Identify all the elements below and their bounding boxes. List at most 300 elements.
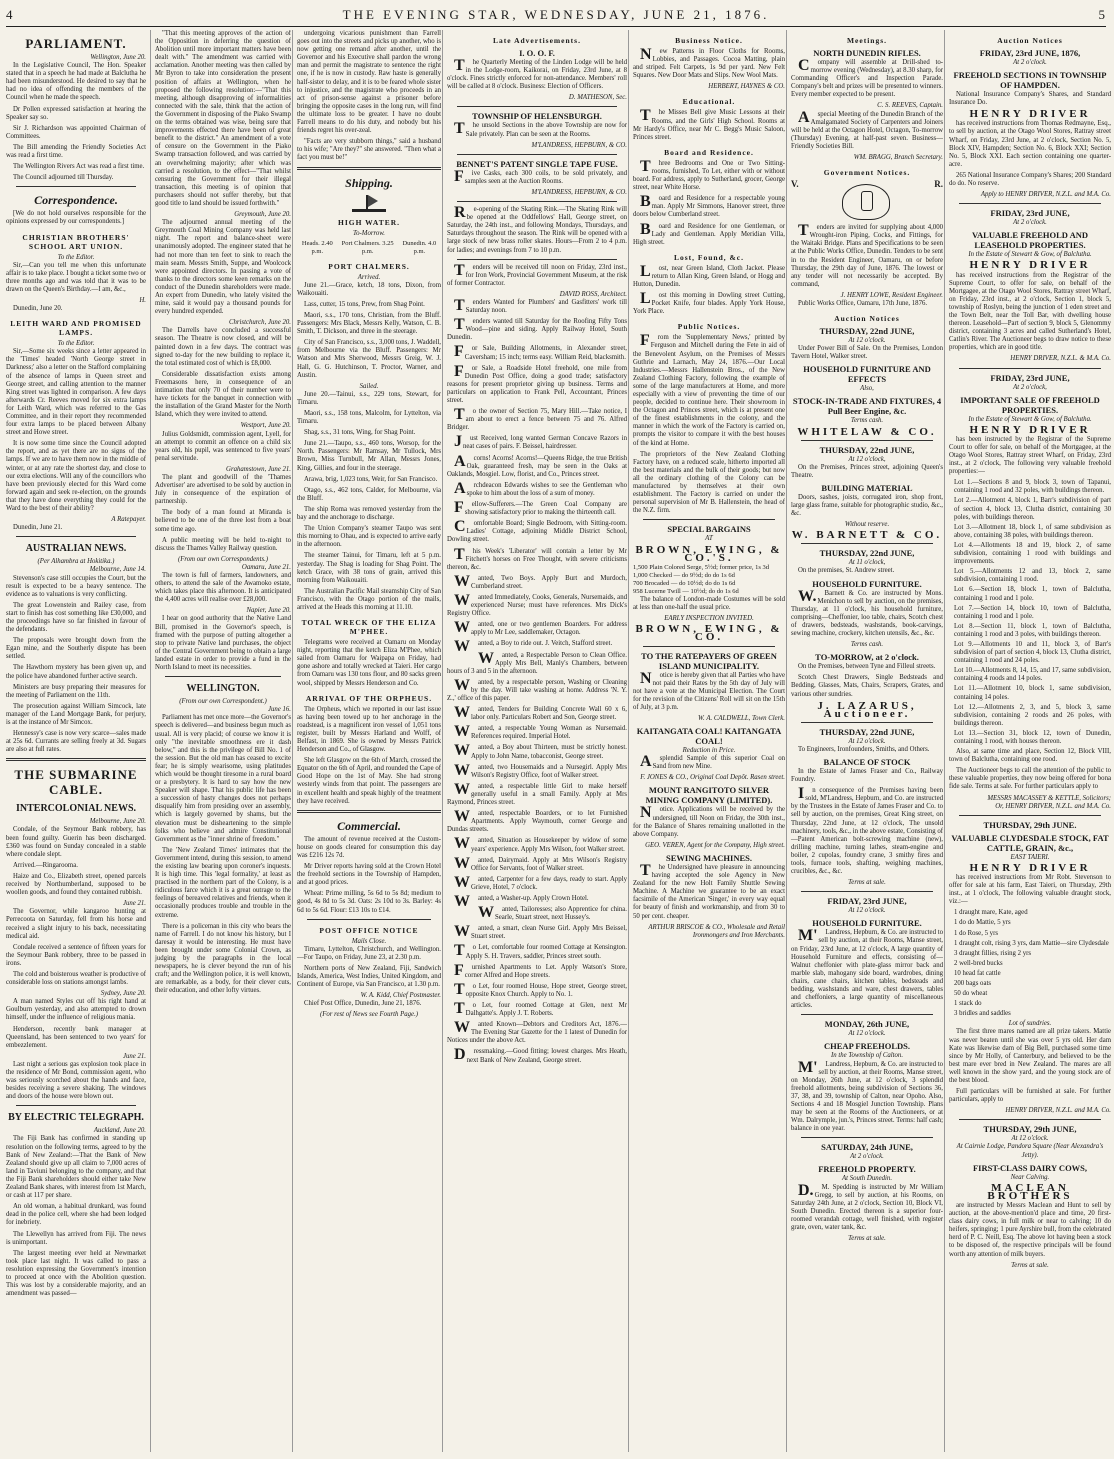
lot-list	[949, 479, 1111, 746]
paragraph: It is now some time since the Council adopted the report, and as yet there are no signs of the lamps. If we are to have them now in the middle of winter, or at any rate the shortest day, and close to our extra elections. Will any of the councillors who have been previously elected for this Ward come forward again and seek re-election, on the grounds that they have done everything they could for the Ward to the best of their ability?	[6, 440, 146, 513]
intercolonial-heading: INTERCOLONIAL NEWS.	[15, 803, 137, 815]
masthead	[6, 4, 1106, 27]
dateline: Chief Post Office, Dunedin, June 21, 1876.	[304, 1000, 422, 1008]
paragraph: The amount of revenue received at the Custom-house on goods cleared for consumption this day was £216 12s 7d.	[297, 835, 441, 859]
paragraph: Shag, s.s., 31 tons, Wing, for Shag Point.	[304, 429, 416, 437]
advertisement: Just Received, long wanted German Concave Razors in neat cases of pairs. F. Beissel, hairdresser.	[454, 433, 627, 451]
disclaimer: [We do not hold ourselves responsible for the opinions expressed by our correspondents.]	[6, 210, 146, 226]
divider	[297, 810, 441, 813]
late-advertisements-heading: Late Advertisements.	[493, 36, 581, 45]
subheading: (From our own Correspondent.)	[179, 698, 267, 706]
paragraph: Full particulars will be furnished at sale. For further particulars, apply to	[949, 1088, 1111, 1104]
paragraph: To Engineers, Ironfounders, Smiths, and Others.	[798, 745, 930, 753]
auction-date: MONDAY, 26th JUNE,	[824, 1019, 910, 1030]
paragraph: are instructed by Messrs Maclean and Hunt to sell by auction, at the above-mention'd place and time, 20 first-class dairy cows, in full milk or near to calving; 10 do heifers, springing; 1 pure Ayrshire bull, from the celebrated herd of P. C. Neill, Esq. The above lot having been a stock to be disposed of, the respective principals will be found worth any attention of milk buyers.	[949, 1201, 1111, 1258]
dateline: Westport, June 20.	[240, 422, 291, 430]
paragraph: Condale, of the Seymour Bank robbery, has been found guilty. Guerin has been discharged. £360 was found on Sunday concealed in a stable where condale slept.	[6, 826, 146, 858]
advertisement: Wanted, a Respectable Person to Clean Office. Apply Mrs Bell, Manly's Chambers, between hours of 3 and 5 in the afternoon.	[447, 649, 627, 675]
firm-name: HENRY DRIVER	[969, 861, 1091, 874]
paragraph: Northern ports of New Zealand, Fiji, Sandwich Islands, America, West Indies, United Kingdom, and Continent of Europe, via San Francisco, at 1.30 p.m.	[297, 964, 441, 989]
signature: Or, HENRY DRIVER, N.Z.L. and M.A. Co.	[995, 802, 1111, 810]
dateline: Dunedin, June 20.	[13, 305, 63, 313]
paragraph: The ship Roma was removed yesterday from the bay and the anchorage to discharge.	[297, 505, 441, 522]
advertisement: Wanted, a Boy to ride out. J. Veitch, Stafford street.	[454, 638, 613, 656]
divider	[165, 676, 281, 677]
advertisement: Wanted, a respectable Young Woman as Nursemaid. References required. Imperial Hotel.	[454, 723, 627, 741]
advertisement: The Undersigned have pleasure in announcing having accepted the sole Agency in New Zealand for the new Holt Family Shuttle Sewing Machine. A Machine we guarantee to be an exact facsimile of the American 'Singer,' in every way equal for beauty of finish and workmanship, and from 30 to 50 per cent. cheaper.	[633, 861, 785, 920]
auction-time: At 12 o'clock.	[848, 907, 886, 915]
paragraph: The Wellington Rivers Act was read a first time.	[13, 163, 145, 171]
ad-heading: FREEHOLD PROPERTY.	[818, 1164, 916, 1175]
divider	[457, 154, 617, 155]
paragraph: Last night a serious gas explosion took place in the residence of Mr Bond, commission agent, who was seriously scorched about the hands and face, besides receiving a severe shaking. The windows and doors of the house were blown out.	[6, 1060, 146, 1101]
australian-news-heading: AUSTRALIAN NEWS.	[25, 543, 127, 555]
advertisement: Tenders are invited for supplying about 4,000 Wrought-iron Piping, Cocks, and Fittings, for the Waitaki Bridge. Plans and Specifications to be seen at the Public Works Office, Dunedin. Tenders to be sent in to the Resident Engineer, Oamaru, on or before Thursday, the 29th day of June, 1876. The lowest or any tender will not necessarily be accepted. By command,	[791, 222, 943, 288]
paragraph: Arrived.—Ringarooma.	[13, 861, 78, 869]
column-2	[150, 30, 291, 1452]
list-item: Lot 13.—Section 31, block 12, town of Dunedin, containing 1 rood, with houses thereon.	[954, 729, 1111, 745]
advertisement: Wanted, Tailoresses; also Apprentice for china. Searle, Stuart street, next Hussey's.	[478, 904, 627, 922]
paragraph: On the premises, St. Andrew street.	[798, 567, 895, 575]
ad-heading: KAITANGATA COAL! KAITANGATA COAL!	[636, 726, 782, 747]
dateline: June 21.	[122, 900, 146, 908]
advertisement: Notice. Applications will be received by the undersigned, till Noon on Friday, the 30th inst., for the Balance of Shares remaining unallotted in the above Company.	[633, 804, 785, 838]
article-heading: LEITH WARD AND PROMISED LAMPS.	[10, 319, 142, 338]
continuation-note: (For rest of News see Fourth Page.)	[319, 1011, 419, 1019]
signature: MESSRS MACASSEY & KETTLE, Solicitors;	[987, 794, 1111, 802]
paragraph: An old woman, a habitual drunkard, was found dead in the police cell, where she had been lodged for inebriety.	[6, 1203, 146, 1227]
paragraph: Considerable dissatisfaction exists among Freemasons here, in consequence of an intimation that only 70 of their number were to have tickets for the banquet in connection with the installation of the Grand Master for the North Island, which they were invited to attend.	[155, 370, 291, 419]
educational-heading: Educational.	[682, 97, 736, 107]
paragraph: Condale received a sentence of fifteen years for the Seymour Bank robbery, three to be passed in irons.	[6, 943, 146, 967]
list-item: Lot 12.—Allotments 2, 3, and 5, block 3, same subdivision, containing 2 roods and 26 poles, with buildings thereon.	[954, 703, 1111, 727]
divider	[16, 186, 136, 187]
paragraph: has received instructions from the Registrar of the Supreme Court, to offer for sale, on behalf of the Mortgagee, at the Otago Wool Stores, Rattray street Wharf, on Friday, 23rd inst., at 2 o'clock, Section 1, block 5, township of Roslyn, being the junction of 1 eden street and the Town Belt, near the Toll Bar, with dwelling house thereon. Leasehold—Part of section 9, block 5, Glenommy district, containing 3 acres and called Sutherland's Hotel, Catlin's River. The Auctioneer begs to draw notice to these properties, which are in good title.	[949, 271, 1111, 352]
advertisement: In consequence of the Premises having been sold, M'Landress, Hepburn, and Co. are instructed by the Trustees in the Estate of James Fraser and Co. to sell by auction, on the premises, Great King street, on Thursday, 22nd June, at 12 o'clock, The unsold machinery, tools, &c., in the above estate, Consisting of—Patent American bolt-screwing machine (new), drilling machine, turning lathes, steam-engine and boiler, 2 cupolas, foundry crane, 3 smithy fires and tools, furnace tools, shafting, weighing machines, crucibles, &c., &c.	[791, 785, 943, 876]
post-office-heading: POST OFFICE NOTICE	[319, 925, 419, 935]
divider	[801, 440, 933, 441]
tide-port-chalmers: Port Chalmers. 3.25 p.m.	[341, 239, 394, 255]
ad-heading: HOUSEHOLD FURNITURE.	[812, 918, 922, 929]
advertisement: Wanted, a Boy about Thirteen, must be strictly honest. Apply to John Name, tobacconist, George street.	[454, 742, 627, 760]
signature: HENRY DRIVER, N.Z.L. and M.A. Co.	[1005, 1107, 1111, 1115]
column-6	[786, 30, 943, 1452]
dateline: Sydney, June 20.	[100, 990, 146, 998]
paragraph: On the Premises, between Tyne and Filleul streets.	[798, 663, 936, 671]
paragraph: The body of a man found at Miranda is believed to be one of the three lost from a boat some time ago.	[155, 509, 291, 533]
advertisement: The Quarterly Meeting of the Linden Lodge will be held in the Lodge-room, Kaikorai, on Friday, 23rd June, at 8 o'clock. Fines strictly enforced for non-attendance. Members' roll will be called at 8 o'clock. Business: Election of Officers.	[447, 57, 627, 91]
signature: HENRY DRIVER, N.Z.L. & M.A. Co.	[1010, 355, 1111, 363]
subheading: Lot of sundries.	[1008, 1020, 1052, 1028]
auction-time: At 2 o'clock,	[1013, 383, 1047, 391]
list-item: Lot 1.—Sections 8 and 9, block 3, town of Tapanui, containing 1 rood and 32 poles, with buildings thereon.	[954, 479, 1111, 495]
subheading: AT	[705, 535, 713, 543]
paragraph: The Australian Pacific Mail steamship City of San Francisco, with the Otago portion of the mails, arrived at the Heads this morning at 11.10.	[297, 587, 441, 611]
government-notices-heading: Government Notices.	[823, 168, 911, 178]
dateline: Grahamstown, June 21.	[226, 465, 291, 473]
dateline: Melbourne, June 20.	[89, 818, 146, 826]
advertisement: Lost, near Green Island, Cloth Jacket. Please return to Allan King, Green Island, or Hogg and Hutton, Dunedin.	[633, 262, 785, 288]
paragraph: Maori, s.s., 170 tons, Christian, from the Bluff. Passengers: Mrs Black, Messrs Kelly, Watson, C. B. Smith, T. Dickson, and three in the steerage.	[297, 311, 441, 336]
advertisement: Wanted, Carpenter for a few days, ready to start. Apply Grieve, Hotel, 7 o'clock.	[454, 873, 627, 891]
advertisement: To Let, four roomed Cottage at Glen, next Mr Dalhgatte's. Apply J. T. Roberts.	[454, 1000, 627, 1018]
paragraph: The Bill amending the Friendly Societies Act was read a first time.	[6, 143, 146, 160]
dateline: Auckland, June 20.	[93, 1127, 146, 1135]
auction-date: THURSDAY, 22nd JUNE,	[819, 326, 915, 337]
subheading: Sailed.	[359, 382, 379, 390]
signature: H.	[139, 296, 146, 304]
divider	[457, 201, 617, 202]
paragraph: The Llewellyn has arrived from Fiji. The news is unimportant.	[6, 1230, 146, 1246]
ad-heading: I. O. O. F.	[519, 48, 555, 58]
paragraph: Lass, cutter, 15 tons, Prew, from Shag Point.	[304, 300, 425, 308]
advertisement: Dressmaking.—Good fitting; lowest charges. Mrs Heath, next Bank of New Zealand, George street.	[454, 1046, 627, 1064]
paragraph: has received instructions from Mr Robt. Stevenson to offer for sale at his farm, East Taieri, on Thursday, 29th inst., at 1 o'clock, The following valuable draught stock, viz.:—	[949, 873, 1111, 906]
dateline: Public Works Office, Oamaru, 17th June, 1876.	[798, 299, 928, 307]
advertisement: Five Casks, each 300 coils, to be sold privately, and samples seen at the Auction Rooms.	[454, 167, 627, 185]
advertisement: Archdeacon Edwards wishes to see the Gentleman who spoke to him about the loss of a sum of money.	[454, 479, 627, 497]
advertisement: From the 'Supplementary News,' printed by Ferguson and Mitchell during the Fete in aid of the Benevolent Asylum, on the Premises of Messrs Guthrie and Larnach, May 24, 1876.—Our Local Industries.—Messrs Hallenstein Bros., of the New Zealand Clothing Factory, following the example of some of the large manufacturers at Home, and more especially with a view of preventing the time of our people, decided to continue here. Their showroom in the Octagon and Princes street, which is at present one of the finest establishments in the colony, and the manner in which the work of the Factory is carried on, prompts the visitor to compare it with the best houses of the kind at Home.	[633, 332, 785, 447]
wellington-heading: WELLINGTON.	[186, 683, 260, 695]
paragraph: Telegrams were received at Oamaru on Monday night, reporting that the ketch Eliza M'Phee, which sailed from Oamaru for Waipapa on Friday, had gone ashore and totally wrecked at Taieri. Her cargo from Oamaru was 130 tons flour, and 80 sacks green wool, shipped by Messrs Henderson and Co.	[297, 639, 441, 687]
advertisement: Wanted, Dairymaid. Apply at Mrs Wilson's Registry Office for Servants, foot of Walker street.	[454, 854, 627, 872]
list-item: 50 do wheat	[954, 990, 988, 998]
paragraph: Also, at same time and place, Section 12, Block VIII, town of Balclutha, containing one rood.	[949, 748, 1111, 764]
auction-date: SATURDAY, 24th JUNE,	[821, 1142, 913, 1153]
paragraph: Stevenson's case still occupies the Court, but the result is expected to be a heavy sentence. The evidence as to valuations is very conflicting.	[6, 574, 146, 598]
high-water-heading: HIGH WATER.	[338, 217, 400, 227]
divider	[801, 891, 933, 892]
paragraph: Sir J. Richardson was appointed Chairman of Committees.	[6, 124, 146, 140]
subheading: EARLY INSPECTION INVITED.	[664, 615, 754, 623]
paragraph: The great Lowenstein and Railey case, from start to finish has cost something like £30,000, and the proceedings have so far finished in favour of the defendants.	[6, 601, 146, 634]
board-residence-heading: Board and Residence.	[664, 147, 754, 157]
dateline: Greymouth, June 20.	[234, 211, 291, 219]
signature: C. S. REEVES, Captain.	[877, 102, 943, 110]
subheading: In the Township of Calton.	[830, 1052, 904, 1060]
paragraph: Doors, sashes, joists, corrugated iron, shop front, large glass frame, suitable for photographic studio, &c., &c.	[791, 493, 943, 518]
firm-name: BROWN, EWING, & CO.'S.	[635, 543, 783, 564]
paragraph: has been instructed by the Registrar of the Supreme Court to offer for sale, on behalf of the Mortgagee, at the Otago Wool Stores, Rattray street Wharf, on Friday, 23rd inst., at 2 o'clock, The following very valuable freehold properties:—	[949, 435, 1111, 476]
ad-heading: VALUABLE FREEHOLD AND LEASEHOLD PROPERTIES.	[971, 230, 1089, 251]
divider	[16, 1105, 136, 1106]
paragraph: Sir,—Some six weeks since a letter appeared in the 'Times' headed 'North George street in Darkness;' also a letter on the Stafford complaining of the absence of lamps in Queen street and George street, and calling attention to the manner King street was lighted in comparison. A few days afterwards Cr. Reeves moved for six extra lamps for Leith Ward, which was referred to the Gas Committee, and in their report they recommended four extra lamps to be placed between Albany street and Howe street.	[6, 348, 146, 437]
list-item: 1 do Rose, 5 yrs	[954, 929, 998, 937]
dateline: Oamaru, June 21.	[241, 563, 291, 571]
newspaper-title: THE EVENING STAR, WEDNESDAY, JUNE 21, 1876.	[342, 7, 770, 22]
divider	[457, 259, 617, 260]
auction-date: FRIDAY, 23rd JUNE,	[990, 372, 1070, 383]
list-item: Lot 11.—Allotment 10, block 1, same subdivision, containing 14 poles.	[954, 685, 1111, 701]
signature: DAVID ROSS, Architect.	[559, 290, 627, 298]
paragraph: The Auctioneer begs to call the attention of the public to these valuable properties, they now being offered for bona fide sale. Terms at sale. For further particulars apply to	[949, 767, 1111, 791]
paragraph: I hear on good authority that the Native Land Bill, promised in the Governor's speech, is framed with the purpose of putting altogether a stop to private Native land purchases, the object of the Central Government being to obtain a large landed estate in order to provide a fund in the North Island to meet its necessities.	[155, 615, 291, 672]
list-item: 2 well-bred bucks	[954, 959, 1003, 967]
paragraph: On the Premises, Princes street, adjoining Queen's Theatre.	[791, 463, 943, 479]
dateline: Wellington, June 20.	[90, 54, 146, 61]
advertisement: Board and Residence for one Gentleman, or Lady and Gentleman. Apply Meridian Villa, High street.	[633, 220, 785, 246]
paragraph: She left Glasgow on the 6th of March, crossed the Equator on the 6th of April, and rounded the Cape of Good Hope on the 1st of May. She had strong westerly winds from that point. The passengers are in excellent health and speak highly of the treatment they have received.	[297, 757, 441, 805]
advertisement: Three Bedrooms and One or Two Sitting-rooms, furnished, To Let, either with or without board. For address, apply to Sutherland, grocer, George street, near White Horse.	[633, 157, 785, 192]
advertisement: Wanted, by a respectable person, Washing or Cleaning by the day. Will take washing at home. Address 'N. Y. Z.,' office of this paper.	[447, 676, 627, 702]
advertisement: Wanted, Situation as Housekeeper by widow of some years' experience. Apply Mrs Wilson, foot Walker street.	[454, 835, 627, 853]
advertisement: For Sale, a Roadside Hotel freehold, one mile from Dunedin Post Office, doing a good trade; satisfactory reasons for present proprietor giving up business. Terms and particulars on application to Frank Pell, Accountant, Princes street.	[447, 362, 627, 404]
paragraph: Timaru, Lyttelton, Christchurch, and Wellington.—For Taupo, on Friday, June 23, at 2.30 p.m.	[297, 945, 441, 961]
auction-time: At 2 o'clock.	[1013, 59, 1047, 66]
paragraph: The Council adjourned till Thursday.	[13, 174, 114, 182]
ad-heading: NORTH DUNEDIN RIFLES.	[813, 48, 921, 58]
advertisement: Lost this morning in Dowling street Cutting, Pocket Knife, four blades. Apply York House, York Place.	[633, 290, 785, 316]
crown-crest-icon	[842, 184, 890, 220]
subheading: To the Editor.	[57, 253, 95, 261]
subheading: To-Morrow.	[352, 229, 386, 237]
ad-heading: FREEHOLD SECTIONS IN TOWNSHIP OF HAMPDEN.	[953, 70, 1107, 91]
auction-date: THURSDAY, 22nd JUNE,	[819, 444, 915, 455]
divider	[959, 1119, 1101, 1120]
auction-date: TO-MORROW, at 2 o'clock.	[815, 652, 919, 663]
paragraph: The Darrells have concluded a successful season. The Theatre is now closed, and will be painted down in a few days. The contract was signed to-day for the new building to replace it, the total estimated cost of which is £8,000.	[155, 327, 291, 367]
table-row: 1,000 Checked — do 9½d; do do 1s 6d	[633, 571, 735, 579]
paragraph: Under Power Bill of Sale. On the Premises, London Tavern Hotel, Walker street.	[791, 345, 943, 361]
page-number-right: 5	[1098, 7, 1106, 22]
terms: Terms at sale.	[1011, 1261, 1049, 1269]
ad-heading: STOCK-IN-TRADE AND FIXTURES, 4 Pull Beer Engine, &c.	[792, 396, 942, 417]
advertisement: Wanted, a smart, clean Nurse Girl. Apply Mrs Beissel, Stuart street.	[454, 923, 627, 941]
divider	[801, 722, 933, 723]
auction-time: At 12 o'clock,	[848, 455, 886, 463]
list-item: Lot 4.—Allotments 18 and 19, block 2, of same subdivision, containing 1 rood with buildings and improvements.	[954, 541, 1111, 566]
commercial-heading: Commercial.	[337, 818, 401, 833]
divider	[6, 758, 146, 761]
column-1	[6, 30, 146, 1452]
subheading: In the Estate of Stewart & Gow, of Balclutha.	[968, 415, 1092, 423]
paragraph: The adjourned annual meeting of the Greymouth Coal Mining Company was held last night. The report and balance-sheet were unanimously adopted. The engineer stated that he had not more than ten feet to sink to reach the main seam. Messrs Smith, Suppe, and Woolcock were appointed directors. In passing a vote of thanks to the directors some keen remarks on the conduct of the Dunedin shareholders were made. An expert from Dunedin, who lately visited the mine, said it would pay a thousand pounds for every hundred expended.	[155, 219, 291, 316]
paragraph: undergoing vicarious punishment than Farrell goes out into the streets and picks up another, who is now getting one remand after another, until the Governor and his Executive shall pardon the wrong man and permit the magistrate to sentence the right one, if he is now in custody. Raw haste is generally half-sister to delay, and it is to be feared whole sister to injustice, and the magistrate who proceeds in an act of prison-sense against a prisoner before bringing the opposite cases in the long run, will find the ultimate loss to be greater. I have no doubt Farrell means to do his duty, and nobody but his friends regret his over-zeal.	[297, 30, 441, 135]
advertisement: Wanted, two Housemaids and a Nursegirl. Apply Mrs Wilson's Registry Office, foot of Walker street.	[454, 761, 627, 779]
divider	[801, 1014, 933, 1015]
paragraph: In the Estate of James Fraser and Co., Railway Foundry.	[791, 767, 943, 784]
paragraph: has received instructions from Thomas Redmayne, Esq., to sell by auction, at the Otago Wool Stores, Rattray street Wharf, on Friday, 23rd June, at 2 o'clock, Section No. 5, Block XIV, Hampden; Section No. 6, Block XXI; Section No. 5, Block XXI. Each section containing one quarter-acre.	[949, 120, 1111, 168]
auction-time: At 11 o'clock,	[848, 559, 886, 567]
dateline: Christchurch, June 20.	[228, 319, 291, 327]
firm-name: BROWN, EWING, & CO.	[635, 623, 783, 644]
advertisement: For Sale, Building Allotments, in Alexander street, Caversham; 15 inch; terms easy. William Reid, blacksmith.	[454, 343, 627, 361]
signature: M'LANDRESS, HEPBURN, & CO.	[531, 188, 627, 196]
signature: W. A. CALDWELL, Town Clerk.	[698, 715, 785, 722]
paragraph: The balance of London-made Costumes will be sold at less than one-half the usual price.	[633, 596, 785, 612]
auction-notices-heading: Auction Notices	[997, 36, 1063, 45]
paragraph: There is a policeman in this city who bears the name of Farrell. I do not know his history, but I daresay it would be interesting. He must have been brought under some Colonial Crown, as judging by the paragraphs in the local newspapers, he is clever beyond the run of his craft; and the Wellington police, it is well known, are remarkable, as a body, for their clever cuts, their education, and other lofty virtues.	[155, 922, 291, 995]
ad-heading: MOUNT RANGITOTO SILVER MINING COMPANY (LIMITED).	[645, 785, 773, 806]
list-item: Lot 8.—Section 11, block 1, town of Balclutha, containing 1 rood and 3 poles, with buildings thereon.	[954, 622, 1111, 638]
paragraph: Haize and Co., Elizabeth street, opened parcels received by Northumberland, supposed to be woollen goods, and found they contained rubbish.	[6, 872, 146, 897]
auction-date: FRIDAY, 23rd JUNE,	[827, 896, 907, 907]
column-5	[628, 30, 785, 1452]
advertisement: Board and Residence for a respectable young man. Apply Mr Simmons, Hanover street, three doors below Cumberland street.	[633, 193, 785, 219]
firm-name: W. BARNETT & CO.	[791, 529, 943, 542]
paragraph: "Facts are very stubborn things," said a husband to his wife; "Are they?" she answered. "Then what a fact you must be!"	[297, 138, 441, 162]
ad-heading: HOUSEHOLD FURNITURE AND EFFECTS	[803, 364, 931, 385]
cipher-v: V.	[791, 179, 799, 190]
paragraph: The Hawthorn mystery has been given up, and the police have abandoned further active search.	[6, 664, 146, 680]
list-item: Lot 10.—Allotments 8, 14, 15, and 17, same subdivision, containing 4 roods and 14 poles.	[954, 667, 1111, 683]
firm-name: HENRY DRIVER	[969, 259, 1091, 272]
advertisement: To the owner of Section 75, Mary Hill.—Take notice, I am about to erect a fence between 75 and 76. Alfred Bridger.	[447, 406, 627, 432]
signature: WM. BRAGG, Branch Secretary.	[853, 154, 943, 162]
ad-heading: FIRST-CLASS DAIRY COWS,	[972, 1162, 1088, 1173]
signature: GEO. VEREN, Agent for the Company, High street.	[645, 841, 785, 849]
advertisement: Wanted, respectable Boarders, or to let Furnished Apartments. Apply Waymouth, corner George and Dundas streets.	[447, 808, 627, 834]
advertisement: To Let, comfortable four roomed Cottage at Kensington. Apply S. H. Travers, saddler, Princes street south.	[454, 942, 627, 960]
ship-icon	[352, 193, 386, 212]
subheading: To the Editor.	[57, 340, 95, 348]
signature: HERBERT, HAYNES & CO.	[708, 83, 785, 91]
auction-date: FRIDAY, 23rd JUNE,	[990, 208, 1070, 219]
paragraph: June 20.—Tainui, s.s., 229 tons, Stewart, for Timaru.	[297, 390, 441, 406]
ad-heading: CHEAP FREEHOLDS.	[824, 1041, 910, 1052]
advertisement: This Week's 'Liberator' will contain a letter by Mr Fitchett's horses on Free Thought, with severe criticisms thereon, &c.	[447, 545, 627, 571]
paragraph: Parliament has met once more—the Governor's speech is delivered—and business begun much as usual. All is very placid; of course we know it is only "the inevitable smoothness ere it dash below," and this is the privilege of Bill No. 1 of the session. But the old man has ceased to excite fear; he is simply wearisome, using platitudes which would be thought tiresome in a rural board or a presbytery. It is hard to say how the new Speaker will shape. That his public life has been a succession of hasty changes does not perhaps disqualify him from presiding over an assembly, which is largely governed by shams, but the elevation must be disheartening to the simple folks who believe and admire Constitutional Government as the "inner shrine of freedom."	[155, 714, 291, 843]
page-number-left: 4	[6, 7, 14, 22]
column-4	[442, 30, 627, 1452]
advertisement: Wanted, one or two gentlemen Boarders. For address apply to Mr Lee, saddlemaker, Octagon.	[454, 619, 627, 637]
table-row: 1,500 Plain Colored Serge, 5½d; former price, 1s 3d	[633, 563, 769, 571]
auction-time: At 12 o'clock.	[848, 337, 886, 345]
submarine-cable-heading: THE SUBMARINE CABLE.	[14, 767, 138, 798]
paragraph: Otago, s.s., 462 tons, Calder, for Melbourne, via the Bluff.	[297, 486, 441, 502]
divider	[959, 203, 1101, 204]
port-chalmers-heading: PORT CHALMERS.	[328, 261, 410, 271]
auction-notices-heading: Auction Notices	[834, 314, 900, 324]
telegraph-heading: BY ELECTRIC TELEGRAPH.	[8, 1112, 144, 1124]
terms: Terms cash.	[850, 417, 884, 425]
paragraph: Dr Pollen expressed satisfaction at hearing the Speaker say so.	[6, 105, 146, 121]
paragraph: The proposals were brought down from the Egan mine, and the Southerly dispute has been settled.	[6, 637, 146, 661]
subheading: Also,	[860, 385, 874, 393]
paragraph: Julius Goldsmidt, commission agent, Lyell, for an attempt to commit an offence on a child six years old, his pupil, was sentenced to five years' penal servitude.	[155, 430, 291, 462]
list-item: 10 head fat cattle	[954, 969, 1001, 977]
public-notices-heading: Public Notices.	[677, 322, 741, 332]
paragraph: Ministers are busy preparing their measures for the meeting of Parliament on the 11th.	[6, 683, 146, 699]
divider	[643, 519, 775, 520]
subheading: In the Estate of Stewart & Gow, of Balclutha.	[968, 251, 1092, 259]
paragraph: The Governor, while kangaroo hunting at Perrecoota on Saturday, fell from his horse and received a slight injury to his back, necessitating medical aid.	[6, 908, 146, 940]
signature: A Ratepayer.	[111, 516, 146, 524]
ad-heading: VALUABLE CLYDESDALE STOCK, FAT CATTLE, GRAIN, &c.,	[951, 832, 1109, 853]
tide-table	[297, 240, 441, 256]
advertisement: Acorns! Acorns! Acorns!—Queens Ridge, the true British Oak, guaranteed fresh, may be seen in the Oaks at Oaklands, Mosgiel. Low, florist, and Co., Princes street.	[447, 452, 627, 478]
divider	[801, 543, 933, 544]
paragraph: The town is full of farmers, landowners, and others, to attend the sale of the Awamoko estate, which takes place this afternoon. It is anticipated the 4,400 acres will realise over £28,000.	[155, 572, 291, 604]
advertisement: The Misses Bell give Music Lessons at their Rooms, and the Girls' High School. Rooms at Mr Hardy's Office, near Mr C. Begg's Music Saloon, Princes street.	[633, 107, 785, 141]
signature: D. MATHESON, Sec.	[568, 94, 627, 102]
meetings-heading: Meetings.	[846, 36, 888, 45]
signature: J. HENRY LOWE, Resident Engineer.	[840, 291, 943, 299]
article-heading: CHRISTIAN BROTHERS' SCHOOL ART UNION.	[22, 232, 130, 251]
advertisement: Comfortable Board; Single Bedroom, with Sitting-room. Ladies' Cottage, adjoining Middle District School, Dowling street.	[447, 518, 627, 544]
subheading: Arrived.	[357, 273, 381, 281]
ad-heading: HOUSEHOLD FURNITURE.	[812, 578, 922, 589]
paragraph: The largest meeting ever held at Newmarket took place last night. It was called to pass a resolution expressing the Government's intention to proceed at once with the Abolition question. This was lost by a considerable majority, and an amendment was passed—	[6, 1249, 146, 1298]
advertisement: New Patterns in Floor Cloths for Rooms, Lobbies, and Passages. Cocoa Matting, plain and striped. Felt Carpets, 1s 9d per yard. New Felt Squares. New Door Mats and Slips. New Wool Mats.	[633, 46, 785, 80]
paragraph: Arawa, brig, 1,023 tons, Weir, for San Francisco.	[304, 475, 438, 483]
ad-heading: IMPORTANT SALE OF FREEHOLD PROPERTIES.	[960, 394, 1100, 415]
signature: W. A. Kidd, Chief Postmaster.	[360, 992, 441, 1000]
auction-time: At 12 o'clock.	[848, 1030, 886, 1038]
paragraph: Wheat: Prime milling, 5s 6d to 5s 8d; medium to good, 4s 8d to 5s 3d. Oats: 2s 10d to 3s. Barley: 4s 6d to 5s 6d. Flour: £13 10s to £14.	[297, 890, 441, 914]
auction-date: THURSDAY, 22nd JUNE,	[819, 726, 915, 737]
auction-time: At 12 o'clock.	[848, 737, 886, 745]
advertisement: D.M. Spedding is instructed by Mr William Gregg, to sell by auction, at his Rooms, on Saturday 24th June, at 2 o'clock, Section 10, Block VI, South Dunedin. Erected thereon is a superior four-roomed verandah cottage, well finished, with register grate, oven, water tank, &c.	[791, 1181, 943, 1231]
paragraph: The cold and boisterous weather is productive of considerable loss on stations amongst lambs.	[6, 970, 146, 987]
advertisement: Re-opening of the Skating Rink.—The Skating Rink will be opened at the Oddfellows' Hall, George street, on Saturday, the 24th inst., and following Mondays, Thursdays, and Saturdays throughout the season. The Rink will be opened with a large stock of new brass roller skates. Hours—From 2 to 4 p.m. for ladies; and evenings from 7 to 10 p.m.	[447, 204, 627, 254]
paragraph: June 21.—Taupo, s.s., 460 tons, Worsop, for the North. Passengers: Mr Ramsay, Mr Tullock, Mrs Brown, Miss Turnbull, Mr Allan, Messrs Jones, King, Gillies, and four in the steerage.	[297, 440, 441, 472]
paragraph: Scotch Chest Drawers, Single Bedsteads and Bedding, Glasses, Mats, Chairs, Scrapers, Grates, and various other sundries.	[791, 674, 943, 698]
parliament-heading: PARLIAMENT.	[25, 36, 127, 51]
paragraph: The proprietors of the New Zealand Clothing Factory have, on a reduced scale, hitherto imported all the best materials and the bulk of their goods; but now all the ordinary clothing of the Colony can be manufactured by themselves at their own establishment. The Factory is carried on under the personal supervision of Mr B. Hallenstein, the head of the N.Z. firm.	[633, 450, 785, 515]
auction-date: THURSDAY, 29th JUNE.	[983, 819, 1077, 830]
stock-list	[949, 909, 1111, 1018]
list-item: 3 bridles and saddles	[954, 1010, 1011, 1018]
auction-date: THURSDAY, 22nd JUNE,	[819, 548, 915, 559]
paragraph: National Insurance Company's Shares, and Standard Insurance Do.	[949, 91, 1111, 107]
advertisement: Wanted, a respectable little Girl to make herself generally useful in a small Family. Apply at Mrs Raymond, Princes street.	[447, 780, 627, 807]
dateline: Melbourne, June 14.	[89, 566, 146, 574]
list-item: Lot 7.—Section 14, block 10, town of Balclutha, containing 1 rood and 1 pole.	[954, 604, 1111, 620]
subheading: Reduction in Price.	[682, 747, 736, 755]
royal-cipher	[791, 180, 943, 224]
cipher-r: R.	[934, 179, 943, 190]
list-item: Lot 6.—Section 18, block 1, town of Balclutha, containing 1 rood and 1 pole.	[954, 586, 1111, 602]
auction-time: At 2 o'clock.	[1013, 219, 1047, 227]
divider	[959, 815, 1101, 816]
list-item: Lot 3.—Allotment 18, block 1, of same subdivision as above, containing 38 poles, with buildings thereon.	[954, 523, 1111, 539]
list-item: 1 draught colt, rising 3 yrs, dam Mattie—sire Clydesdale	[954, 939, 1109, 947]
advertisement: Wanted Immediately, Cooks, Generals, Nursemaids, and experienced Nurse; must have references. Mrs Dick's Registry Office.	[447, 591, 627, 618]
paragraph: The Union Company's steamer Taupo was sent this morning to Ohau, and is expected to arrive early in the afternoon.	[297, 525, 441, 549]
lost-found-heading: Lost, Found, &c.	[674, 252, 744, 262]
subheading: (From our own Correspondents.)	[177, 555, 269, 563]
subheading: At South Dunedin.	[841, 1175, 893, 1183]
paragraph: The steamer Tainui, for Timaru, left at 5 p.m. yesterday. The Shag is loading for Shag Point. The ketch Grace, with 38 tons of grain, arrived this morning from Waikouaiti.	[297, 552, 441, 584]
advertisement: Tenders will be received till noon on Friday, 23rd inst., for Iron Work, Provincial Government Museum, at the risk of former Contractor.	[447, 261, 627, 287]
paragraph: 265 National Insurance Company's Shares; 200 Standard do do. No reserve.	[949, 171, 1111, 188]
advertisement: Wanted Known—Debtors and Creditors Act, 1876.—The Evening Star Gazette for the 1 latest of Dunedin for Notices under the above Act.	[447, 1019, 627, 1045]
table-row: 700 Brocaded — do 10½d; do do 1s 6d	[633, 579, 736, 587]
list-item: Lot 9.—Allotments 10 and 11, block 3, of Barr's subdivision of part of section 4, block 13, Clutha district, containing 1 rood and 24 poles.	[954, 640, 1111, 665]
firm-name: HENRY DRIVER	[969, 108, 1091, 121]
divider	[801, 1137, 933, 1138]
ad-heading: SEWING MACHINES.	[666, 852, 752, 863]
paragraph: Maori, s.s., 158 tons, Malcolm, for Lyttelton, via Timaru.	[297, 410, 441, 426]
paragraph: The 'New Zealand Times' intimates that the Government intend, during this session, to amend the existing law bearing upon coroner's inquests. It is high time. This 'legal formality,' at least as practised in the northern part of the Colony, is a ridiculous farce which it is a great outrage to the feelings of bereaved relatives and friends, when it occasionally produces trouble and trouble in the extreme.	[155, 846, 291, 919]
divider	[16, 536, 136, 537]
paragraph: June 21.—Grace, ketch, 18 tons, Dixon, from Waikouaiti.	[297, 281, 441, 297]
list-item: 200 bags oats	[954, 979, 992, 987]
list-item: 1 stack do	[954, 1000, 982, 1008]
firm-name: WHITELAW & CO.	[797, 425, 937, 438]
ad-heading: SPECIAL BARGAINS	[667, 524, 751, 535]
paragraph: City of San Francisco, s.s., 3,000 tons, J. Waddell, from Melbourne via the Bluff. Passengers: Mr Watson and Mrs Sherwood, Messrs Greig, W. J. Hall, G. G. Hutchinson, T. Proctor, Warner, and Austin.	[297, 339, 441, 379]
paragraph: Sir,—Can you tell me when this unfortunate affair is to take place. I bought a ticket some two or three months ago and was told that it was to be drawn on the Queen's Birthday.—I am, &c.,	[6, 261, 146, 293]
paragraph: "That this meeting approves of the action of the Opposition in deferring the question of Abolition until more important matters have been dealt with." The amendment was carried with acclamation. Another meeting was then called by Mr Byron to take into consideration the present position of affairs at Wellington, when he proposed the following resolution:—"That this meeting, although disapproving of informalities connected with the sale, think that the action of the Government in disposing of the Piako Swamp on the terms obtained was wise, being sure that improvements effected there have been of great benefit to the district." An amendment of a vote of censure on the Government in the Piako Swamp transaction followed, and was carried by an overwhelming majority; after which was carried a resolution, to the effect—"That whilst censuring the Government for their illegal transaction, this meeting is of opinion that purchasers should not suffer thereby, but that good title to land should be issued forthwith."	[155, 30, 291, 207]
dateline: Dunedin, June 21.	[13, 524, 63, 532]
list-item: 1 draught mare, Kate, aged	[954, 909, 1028, 917]
subheading: At Cairnie Lodge, Pandora Square (Near Alexandra's Jetty).	[956, 1143, 1104, 1159]
advertisement: M'Landress, Hepburn, & Co. are instructed to sell by auction, at their Rooms, Manse street, on Monday, 26th June, at 12 o'clock, 3 splendid freehold allotments, being subdivision of Sections 36, 37, 38, and 39, township of Calton, near Opoho. Also, Sections 4 and 18 Mosgiel Junction Township. Plans may be seen at the Rooms of the Auctioneers, or at Wm. Dalrymple, jun.'s, Princes street. Terms: half cash; balance in one year.	[791, 1058, 943, 1133]
signature: M'LANDRESS, HEPBURN, & CO.	[531, 141, 627, 149]
signature: Apply to HENRY DRIVER, N.Z.L. and M.A. Co.	[980, 191, 1111, 199]
